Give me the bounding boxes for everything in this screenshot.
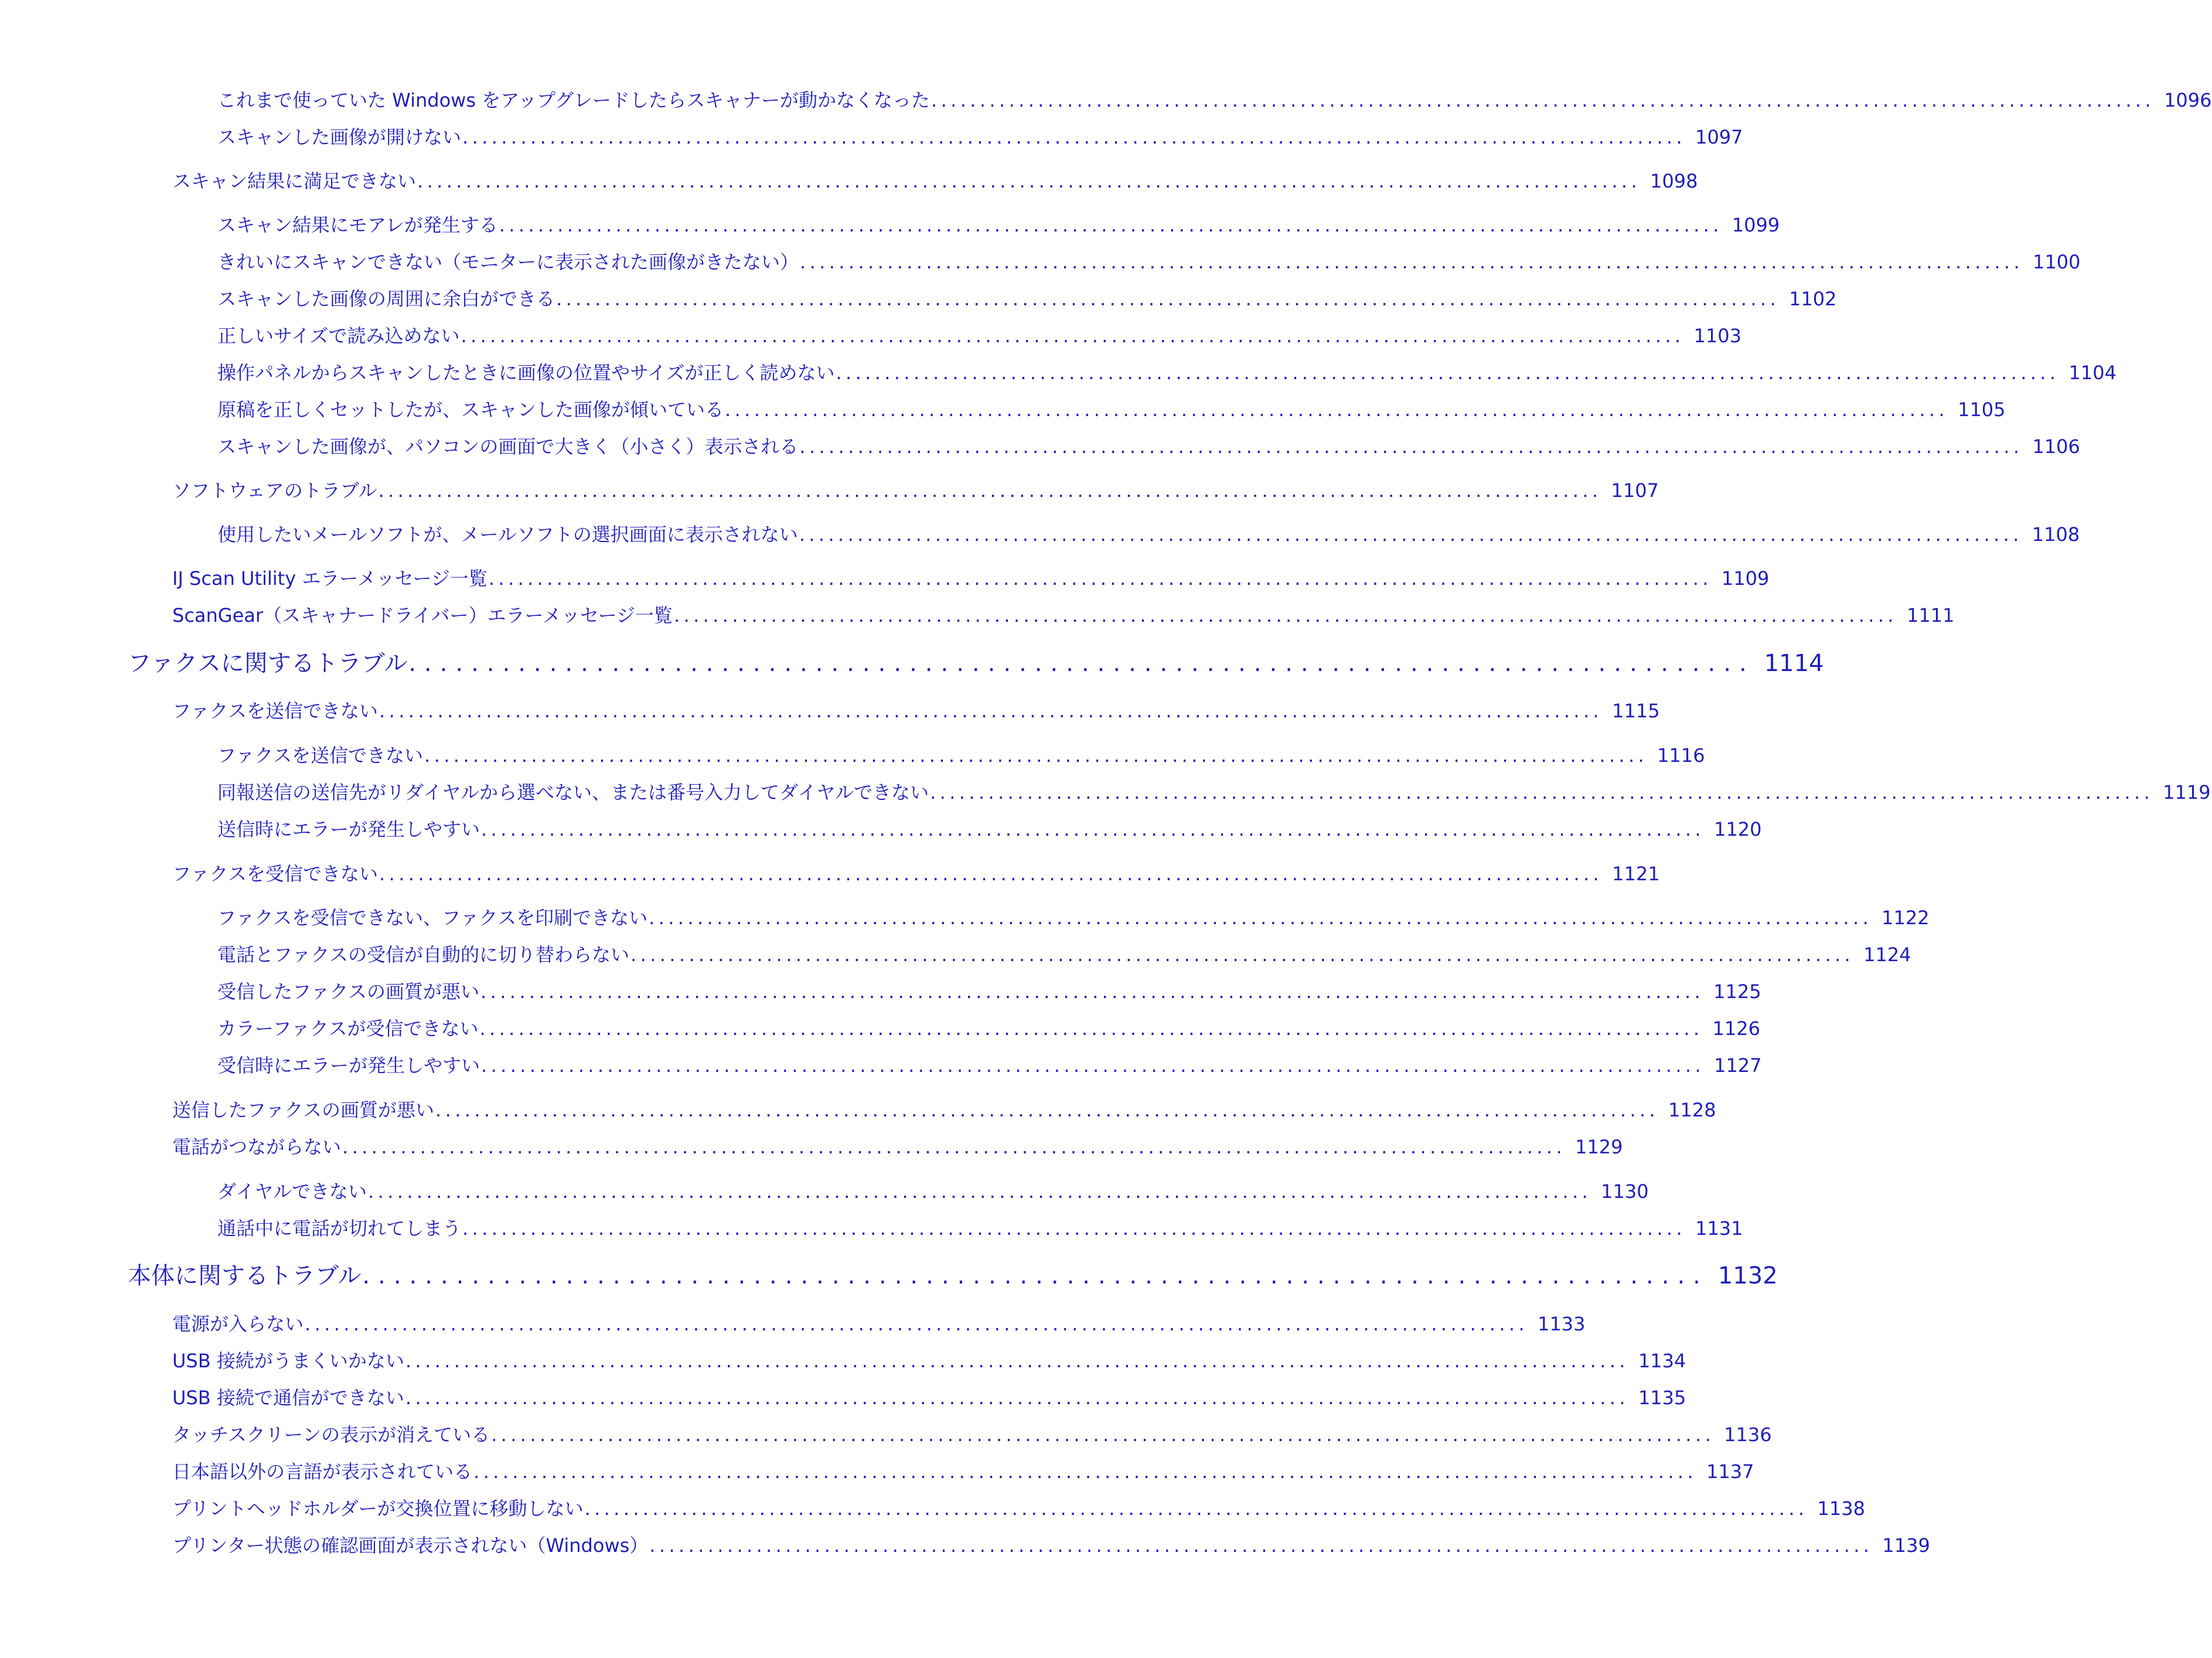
dot-leader: .............................................................................................................................. bbox=[799, 523, 2023, 546]
dot-leader: .............................................................................................................................. bbox=[800, 251, 2024, 273]
dot-leader: .............................................................................................................................. bbox=[725, 399, 1949, 421]
toc-entry-page: 1126 bbox=[1712, 1017, 1760, 1040]
toc-entry-page: 1107 bbox=[1611, 479, 1659, 502]
toc-entry-title: 受信時にエラーが発生しやすい bbox=[217, 1054, 480, 1077]
toc-entry-title: IJ Scan Utility エラーメッセージ一覧 bbox=[172, 567, 488, 590]
toc-entry-page: 1099 bbox=[1732, 214, 1780, 236]
toc-entry[interactable] bbox=[217, 124, 1743, 151]
toc-entry[interactable] bbox=[172, 168, 1698, 195]
toc-entry-page: 1109 bbox=[1721, 567, 1770, 590]
toc-entry-page: 1108 bbox=[2032, 523, 2080, 546]
toc-entry[interactable] bbox=[217, 396, 2006, 423]
toc-entry-title: スキャンした画像の周囲に余白ができる bbox=[217, 288, 555, 310]
toc-entry-page: 1130 bbox=[1601, 1180, 1649, 1203]
toc-entry[interactable] bbox=[172, 860, 1660, 887]
toc-entry-title: 送信時にエラーが発生しやすい bbox=[217, 818, 480, 840]
dot-leader: .............................................................................................................................. bbox=[379, 863, 1603, 885]
dot-leader: .............................................................................................................................. bbox=[649, 1534, 1873, 1557]
dot-leader: .............................................................................................................................. bbox=[462, 126, 1686, 148]
toc-entry-title: 使用したいメールソフトが、メールソフトの選択画面に表示されない bbox=[217, 523, 798, 546]
toc-chapter[interactable] bbox=[128, 647, 1824, 680]
toc-chapter[interactable] bbox=[128, 1259, 1778, 1292]
dot-leader: .............................................................................................................................. bbox=[405, 1350, 1629, 1372]
toc-entry-page: 1115 bbox=[1612, 700, 1660, 722]
toc-entry-page: 1104 bbox=[2068, 362, 2116, 384]
toc-entry-title: 同報送信の送信先がリダイヤルから選べない、または番号入力してダイヤルできない bbox=[217, 781, 929, 804]
toc-entry-page: 1120 bbox=[1714, 818, 1762, 840]
toc-entry-title: 原稿を正しくセットしたが、スキャンした画像が傾いている bbox=[217, 399, 724, 421]
toc-entry-title: USB 接続で通信ができない bbox=[172, 1387, 404, 1409]
toc-entry-page: 1096 bbox=[2164, 89, 2212, 111]
dot-leader: .............................................................................................................................. bbox=[649, 907, 1873, 929]
toc-entry[interactable] bbox=[172, 1532, 1930, 1559]
toc-entry[interactable] bbox=[217, 87, 2212, 114]
toc-entry-page: 1102 bbox=[1789, 288, 1837, 310]
toc-entry-page: 1121 bbox=[1612, 863, 1660, 885]
toc-entry[interactable] bbox=[217, 521, 2080, 548]
dot-leader: .............................................................................................................................. bbox=[930, 781, 2154, 804]
toc-entry-title: 電源が入らない bbox=[172, 1313, 304, 1335]
toc-entry-page: 1106 bbox=[2032, 435, 2080, 458]
toc-entry[interactable] bbox=[172, 1347, 1686, 1374]
toc-entry-title: ファクスに関するトラブル bbox=[128, 650, 408, 677]
toc-entry-title: タッチスクリーンの表示が消えている bbox=[172, 1424, 490, 1446]
toc-entry[interactable] bbox=[217, 248, 2081, 275]
toc-entry-title: 本体に関するトラブル bbox=[128, 1262, 362, 1289]
dot-leader: .............................................................................................................................. bbox=[481, 1054, 1705, 1077]
toc-entry-title: スキャンした画像が、パソコンの画面で大きく（小さく）表示される bbox=[217, 435, 799, 458]
dot-leader: .............................................................................................................................. bbox=[305, 1313, 1529, 1335]
toc-entry-page: 1137 bbox=[1706, 1460, 1754, 1483]
toc-entry[interactable] bbox=[217, 742, 1705, 769]
dot-leader: .............................................................................................................................. bbox=[481, 818, 1705, 840]
toc-entry[interactable] bbox=[172, 602, 1955, 629]
toc-entry-page: 1129 bbox=[1575, 1136, 1623, 1158]
toc-entry-page: 1134 bbox=[1638, 1350, 1686, 1372]
dot-leader: .............................................................................................................................. bbox=[462, 1217, 1686, 1240]
dot-leader: .............................................................................................................................. bbox=[473, 1460, 1698, 1483]
toc-entry-page: 1124 bbox=[1863, 944, 1911, 966]
dot-leader: .............................................................................................................................. bbox=[799, 435, 2023, 458]
dot-leader: .............................................................................................................................. bbox=[556, 288, 1780, 310]
toc-entry-title: 操作パネルからスキャンしたときに画像の位置やサイズが正しく読めない bbox=[217, 362, 835, 384]
toc-entry-title: USB 接続がうまくいかない bbox=[172, 1350, 404, 1372]
toc-entry-page: 1125 bbox=[1713, 980, 1761, 1003]
toc-entry-page: 1116 bbox=[1657, 744, 1705, 767]
toc-entry[interactable] bbox=[172, 697, 1660, 724]
toc-entry-title: スキャン結果に満足できない bbox=[172, 170, 417, 192]
toc-entry[interactable] bbox=[172, 565, 1770, 592]
dot-leader: .............................................................................................................................. bbox=[491, 1424, 1715, 1446]
dot-leader: .............................................................................................................................. bbox=[836, 362, 2060, 384]
toc-entry[interactable] bbox=[172, 1310, 1586, 1337]
dot-leader: ...................................................................................... bbox=[362, 1262, 1709, 1289]
toc-entry[interactable] bbox=[217, 1052, 1762, 1079]
toc-entry[interactable] bbox=[172, 1421, 1772, 1448]
toc-entry-title: スキャン結果にモアレが発生する bbox=[217, 214, 498, 236]
dot-leader: .............................................................................................................................. bbox=[368, 1180, 1592, 1203]
dot-leader: .............................................................................................................................. bbox=[931, 89, 2155, 111]
toc-entry-page: 1127 bbox=[1714, 1054, 1762, 1077]
dot-leader: .............................................................................................................................. bbox=[378, 479, 1602, 502]
toc-entry-title: 正しいサイズで読み込めない bbox=[217, 325, 460, 347]
toc-entry-page: 1103 bbox=[1693, 325, 1741, 347]
toc-entry-page: 1098 bbox=[1650, 170, 1698, 192]
toc-entry-page: 1119 bbox=[2163, 781, 2211, 804]
toc-entry-page: 1105 bbox=[1958, 399, 2006, 421]
toc-entry-title: ソフトウェアのトラブル bbox=[172, 479, 377, 502]
toc-entry-title: これまで使っていた Windows をアップグレードしたらスキャナーが動かなくなった bbox=[217, 89, 930, 111]
toc-entry-title: 通話中に電話が切れてしまう bbox=[217, 1217, 462, 1240]
dot-leader: .............................................................................................................................. bbox=[379, 700, 1603, 722]
toc-entry-page: 1100 bbox=[2033, 251, 2081, 273]
dot-leader: ...................................................................................... bbox=[408, 650, 1755, 677]
toc-entry[interactable] bbox=[217, 285, 1837, 312]
toc-entry[interactable] bbox=[217, 212, 1780, 239]
dot-leader: .............................................................................................................................. bbox=[479, 1017, 1703, 1040]
toc-entry-title: ダイヤルできない bbox=[217, 1180, 367, 1203]
dot-leader: .............................................................................................................................. bbox=[424, 744, 1648, 767]
dot-leader: .............................................................................................................................. bbox=[488, 567, 1712, 590]
toc-entry-page: 1135 bbox=[1638, 1387, 1686, 1409]
toc-entry-title: 日本語以外の言語が表示されている bbox=[172, 1460, 473, 1483]
dot-leader: .............................................................................................................................. bbox=[405, 1387, 1629, 1409]
dot-leader: .............................................................................................................................. bbox=[673, 604, 1897, 627]
toc-entry[interactable] bbox=[217, 359, 2116, 386]
toc-entry[interactable] bbox=[217, 1178, 1649, 1205]
toc-entry[interactable] bbox=[172, 1097, 1716, 1124]
toc-entry-page: 1114 bbox=[1764, 650, 1824, 677]
toc-entry[interactable] bbox=[217, 978, 1761, 1005]
toc-entry-title: 受信したファクスの画質が悪い bbox=[217, 980, 480, 1003]
toc-entry-title: 送信したファクスの画質が悪い bbox=[172, 1099, 435, 1121]
toc-entry-title: プリントヘッドホルダーが交換位置に移動しない bbox=[172, 1497, 584, 1520]
toc-entry[interactable] bbox=[217, 322, 1741, 349]
toc-entry-title: ファクスを送信できない bbox=[172, 700, 379, 722]
toc-entry[interactable] bbox=[217, 816, 1762, 843]
toc-entry[interactable] bbox=[172, 477, 1659, 504]
toc-entry[interactable] bbox=[217, 904, 1930, 931]
toc-entry-page: 1128 bbox=[1668, 1099, 1716, 1121]
toc-entry[interactable] bbox=[172, 1133, 1623, 1160]
toc-entry[interactable] bbox=[217, 1215, 1743, 1242]
toc-entry-title: きれいにスキャンできない（モニターに表示された画像がきたない） bbox=[217, 251, 799, 273]
toc-entry[interactable] bbox=[172, 1495, 1865, 1522]
toc-entry-page: 1122 bbox=[1882, 907, 1930, 929]
dot-leader: .............................................................................................................................. bbox=[480, 980, 1705, 1003]
dot-leader: .............................................................................................................................. bbox=[461, 325, 1685, 347]
toc-entry[interactable] bbox=[172, 1384, 1686, 1411]
toc-entry-page: 1097 bbox=[1695, 126, 1743, 148]
toc-entry-page: 1131 bbox=[1695, 1217, 1743, 1240]
toc-entry[interactable] bbox=[217, 433, 2080, 460]
toc-entry-title: ScanGear（スキャナードライバー）エラーメッセージ一覧 bbox=[172, 604, 673, 627]
dot-leader: .............................................................................................................................. bbox=[417, 170, 1641, 192]
dot-leader: .............................................................................................................................. bbox=[630, 944, 1855, 966]
toc-entry-title: ファクスを受信できない bbox=[172, 863, 379, 885]
dot-leader: .............................................................................................................................. bbox=[342, 1136, 1566, 1158]
toc-entry-page: 1136 bbox=[1724, 1424, 1772, 1446]
toc-entry-page: 1139 bbox=[1882, 1534, 1930, 1557]
toc-entry-page: 1133 bbox=[1538, 1313, 1586, 1335]
toc-entry-title: ファクスを受信できない、ファクスを印刷できない bbox=[217, 907, 648, 929]
toc-entry-page: 1111 bbox=[1907, 604, 1955, 627]
toc-entry[interactable] bbox=[172, 1458, 1754, 1485]
dot-leader: .............................................................................................................................. bbox=[584, 1497, 1808, 1520]
toc-entry-title: スキャンした画像が開けない bbox=[217, 126, 462, 148]
toc-entry-title: プリンター状態の確認画面が表示されない（Windows） bbox=[172, 1534, 649, 1557]
toc-entry[interactable] bbox=[217, 779, 2211, 806]
toc-entry-title: カラーファクスが受信できない bbox=[217, 1017, 479, 1040]
toc-entry[interactable] bbox=[217, 1015, 1760, 1042]
toc-entry-page: 1132 bbox=[1717, 1262, 1778, 1289]
dot-leader: .............................................................................................................................. bbox=[435, 1099, 1659, 1121]
toc-entry-title: ファクスを送信できない bbox=[217, 744, 424, 767]
toc-entry-title: 電話がつながらない bbox=[172, 1136, 342, 1158]
toc-entry-title: 電話とファクスの受信が自動的に切り替わらない bbox=[217, 944, 630, 966]
dot-leader: .............................................................................................................................. bbox=[499, 214, 1723, 236]
toc-entry[interactable] bbox=[217, 941, 1911, 968]
toc-entry-page: 1138 bbox=[1817, 1497, 1865, 1520]
